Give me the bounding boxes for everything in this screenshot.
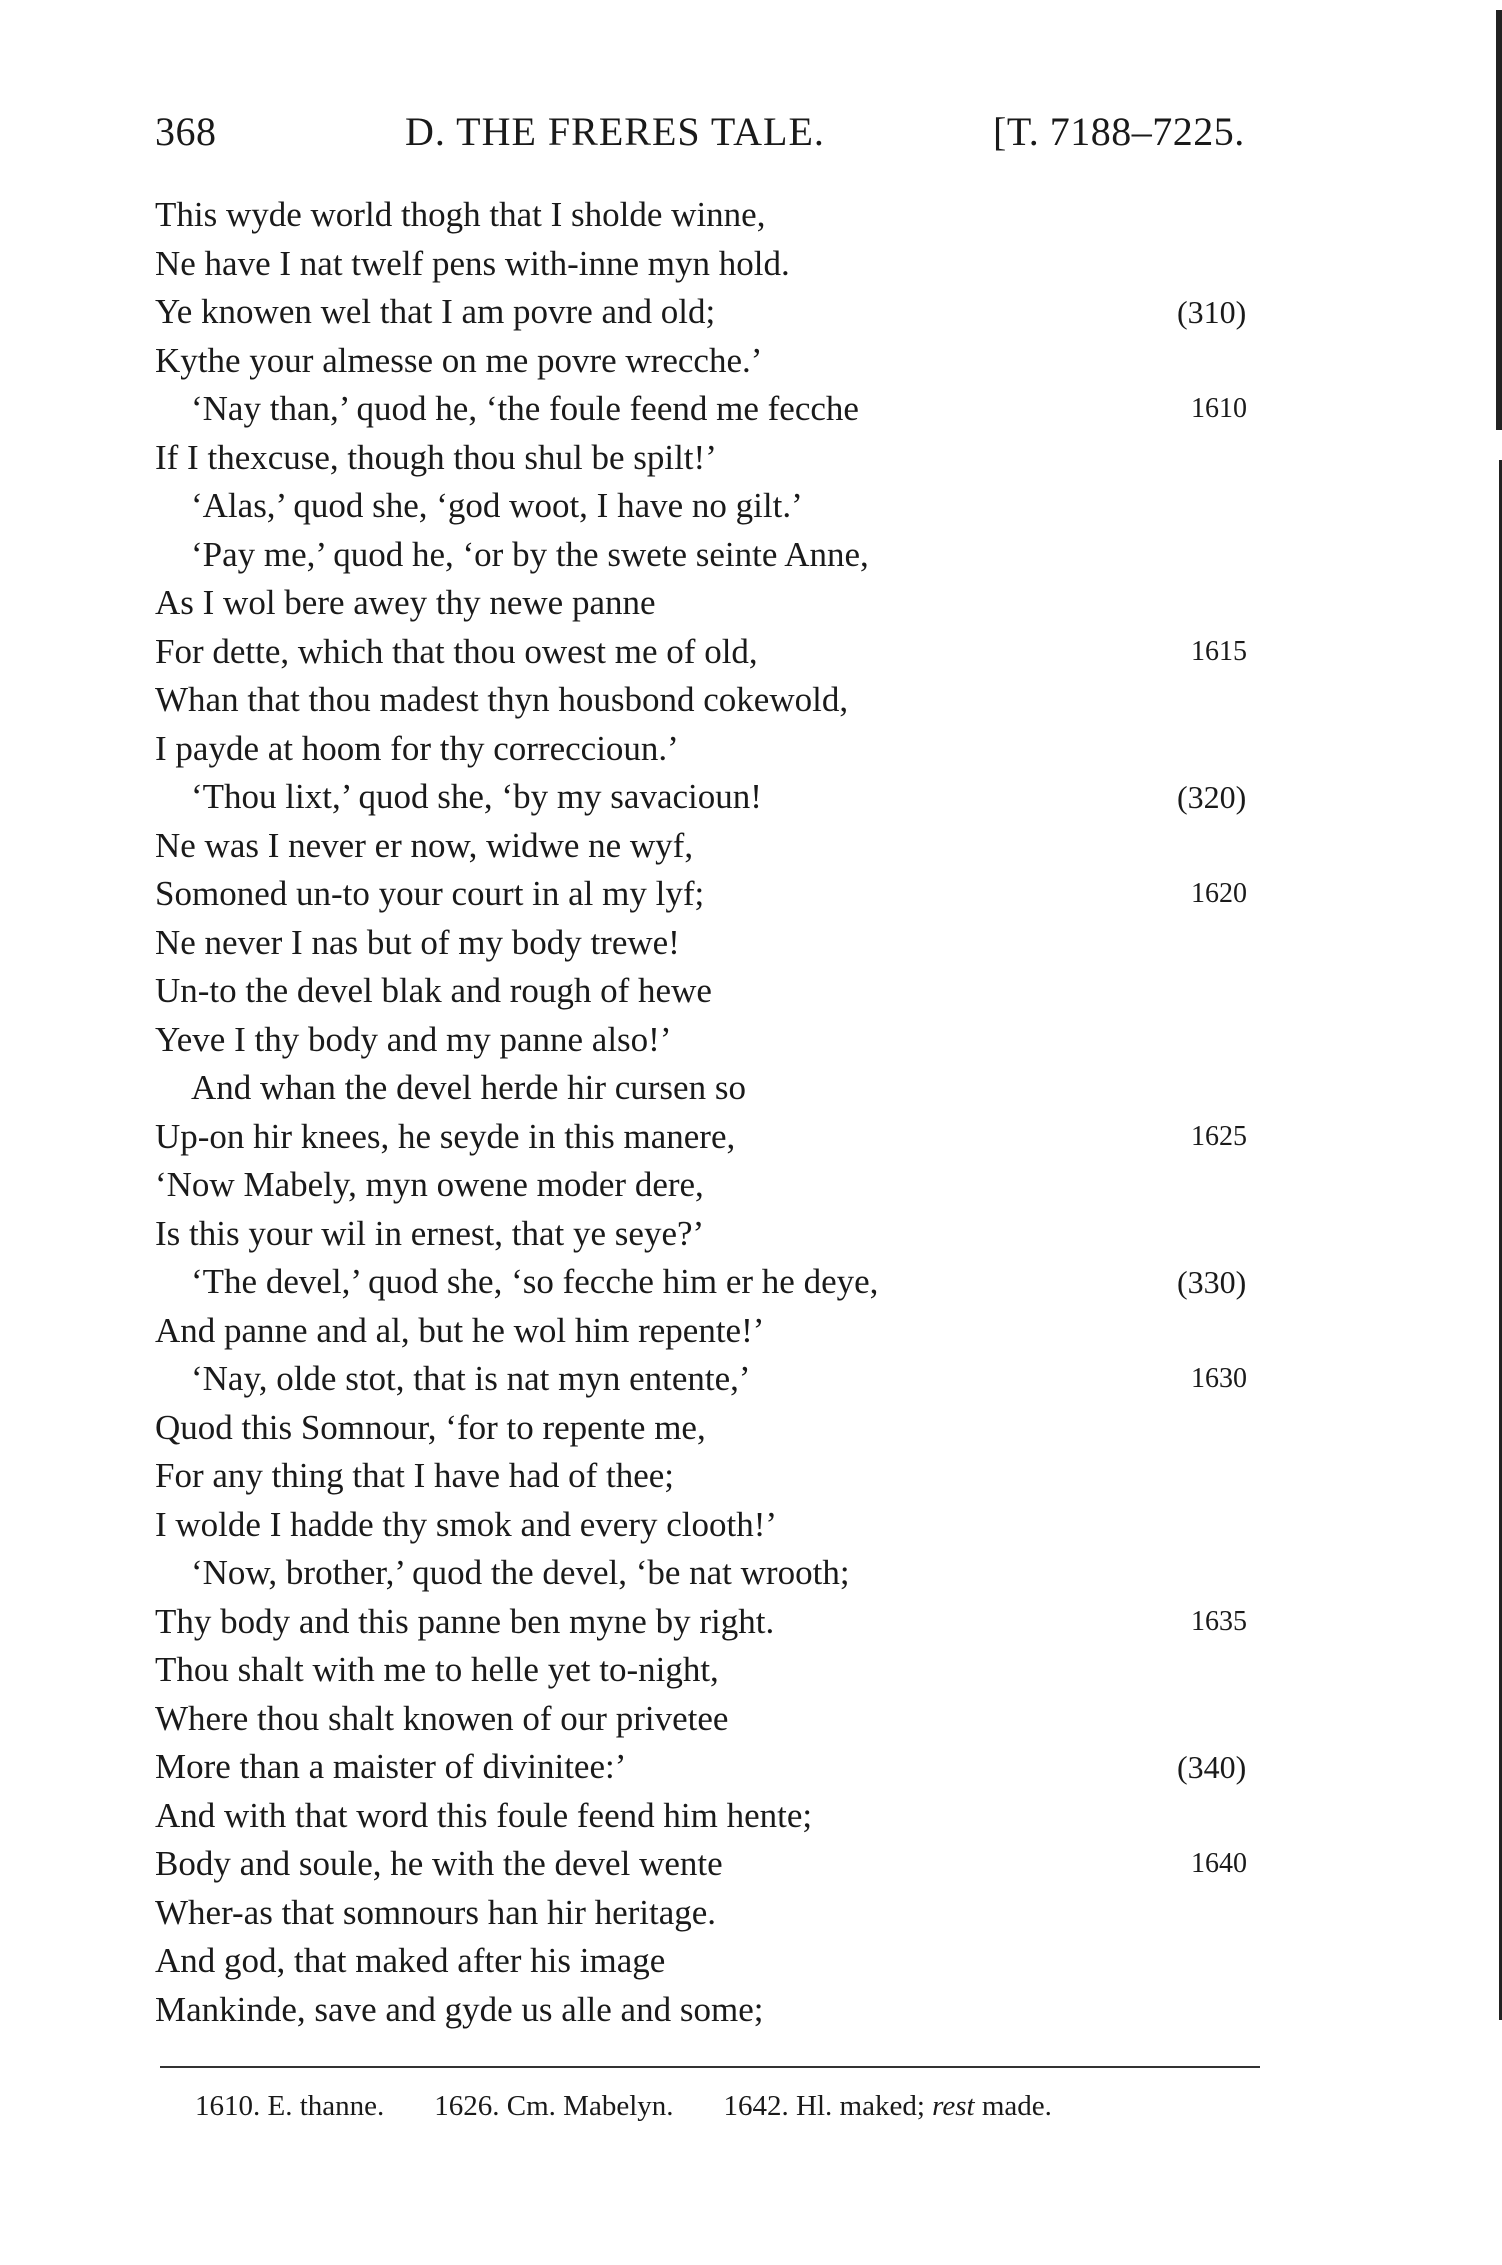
verse-line (155, 919, 1275, 968)
footnote (434, 2090, 673, 2123)
verse-line (155, 676, 1275, 725)
verse-line-text: Where thou shalt knowen of our privetee (155, 1698, 729, 1738)
verse-line-text: Thy body and this panne ben myne by right. (155, 1601, 775, 1641)
verse-line (155, 531, 1275, 580)
verse-line-text: ‘Nay, olde stot, that is nat myn entente,’ (191, 1359, 751, 1398)
verse-line (155, 1743, 1275, 1792)
verse-line-text: ‘Now, brother,’ quod the devel, ‘be nat wrooth; (191, 1553, 850, 1592)
verse-line-text: Ye knowen wel that I am povre and old; (155, 292, 716, 331)
verse-line (155, 1646, 1275, 1695)
footnotes (195, 2090, 1295, 2123)
verse-line (155, 1113, 1275, 1162)
verse-body (155, 191, 1275, 2034)
verse-line-text: Wher-as that somnours han hir heritage. (155, 1892, 717, 1932)
verse-line (155, 240, 1275, 289)
verse-line-text: ‘The devel,’ quod she, ‘so fecche him er he deye, (191, 1262, 879, 1301)
line-number: 1615 (1191, 635, 1247, 667)
tyrwhitt-line-number: (310) (1177, 294, 1247, 330)
verse-line-text: Body and soule, he with the devel wente (155, 1844, 723, 1883)
verse-line-text: If I thexcuse, though thou shul be spilt!’ (155, 437, 717, 477)
line-number: 1620 (1191, 878, 1247, 909)
verse-line (155, 288, 1275, 337)
verse-line-text: I payde at hoom for thy correccioun.’ (155, 728, 679, 768)
verse-line (155, 822, 1275, 871)
verse-line (155, 870, 1275, 919)
tyrwhitt-line-number: (330) (1177, 1264, 1247, 1300)
footnote-text: 1642. Hl. maked; (723, 2090, 933, 2122)
footnote (195, 2090, 384, 2123)
verse-line (155, 191, 1275, 240)
verse-line-text: ‘Pay me,’ quod he, ‘or by the swete seinte Anne, (191, 534, 869, 574)
verse-line-text: Ne never I nas but of my body trewe! (155, 922, 680, 962)
page-number: 368 (155, 109, 217, 154)
verse-line-text: ‘Nay than,’ quod he, ‘the foule feend me fecche (191, 389, 859, 428)
line-number: 1635 (1191, 1605, 1247, 1637)
verse-line-text: Un-to the devel blak and rough of hewe (155, 971, 712, 1010)
verse-line-text: And god, that maked after his image (155, 1941, 666, 1980)
scan-edge-mark (1496, 10, 1502, 430)
verse-line (155, 1792, 1275, 1841)
line-range: [T. 7188–7225. (993, 109, 1245, 154)
verse-line-text: This wyde world thogh that I sholde winne, (155, 195, 766, 234)
line-number: 1625 (1191, 1120, 1247, 1152)
footnote-text-after: made. (974, 2090, 1052, 2122)
verse-line-text: Ne was I never er now, widwe ne wyf, (155, 825, 694, 865)
verse-line (155, 725, 1275, 774)
verse-line-text: Ne have I nat twelf pens with-inne myn hold. (155, 243, 790, 283)
footnote-text: 1610. E. thanne. (195, 2090, 385, 2122)
running-title: D. THE FRERES TALE. (405, 109, 825, 154)
verse-line (155, 1840, 1275, 1889)
verse-line (155, 482, 1275, 531)
verse-line (155, 1064, 1275, 1113)
verse-line (155, 1161, 1275, 1210)
footnote-italic: rest (932, 2090, 975, 2122)
verse-line (155, 1016, 1275, 1065)
verse-line (155, 628, 1275, 677)
line-number: 1630 (1191, 1363, 1247, 1394)
verse-line (155, 773, 1275, 822)
verse-line-text: Mankinde, save and gyde us alle and some; (155, 1989, 764, 2029)
footnote-text: 1626. Cm. Mabelyn. (434, 2090, 674, 2122)
verse-line (155, 1258, 1275, 1307)
page-header (155, 108, 1255, 158)
verse-line (155, 1695, 1275, 1744)
verse-line-text: I wolde I hadde thy smok and every clooth!’ (155, 1504, 778, 1544)
verse-line-text: Is this your wil in ernest, that ye seye?’ (155, 1213, 705, 1253)
verse-line (155, 337, 1275, 386)
verse-line-text: And with that word this foule feend him hente; (155, 1795, 813, 1835)
verse-line (155, 1549, 1275, 1598)
footnote-rule (160, 2066, 1260, 2068)
verse-line (155, 1598, 1275, 1647)
line-number: 1640 (1191, 1848, 1247, 1879)
verse-line-text: And whan the devel herde hir cursen so (191, 1068, 746, 1107)
tyrwhitt-line-number: (320) (1177, 779, 1247, 815)
verse-line (155, 1355, 1275, 1404)
verse-line (155, 1501, 1275, 1550)
verse-line (155, 579, 1275, 628)
verse-line (155, 967, 1275, 1016)
verse-line-text: And panne and al, but he wol him repente!’ (155, 1310, 765, 1350)
verse-line-text: As I wol bere awey thy newe panne (155, 583, 656, 622)
verse-line (155, 1986, 1275, 2035)
verse-line-text: For any thing that I have had of thee; (155, 1456, 675, 1495)
verse-line-text: ‘Now Mabely, myn owene moder dere, (155, 1165, 704, 1204)
verse-line (155, 1452, 1275, 1501)
verse-line-text: Somoned un-to your court in al my lyf; (155, 874, 705, 913)
verse-line-text: Kythe your almesse on me povre wrecche.’ (155, 340, 763, 380)
verse-line (155, 1404, 1275, 1453)
line-number: 1610 (1191, 393, 1247, 424)
verse-line (155, 1889, 1275, 1938)
verse-line-text: More than a maister of divinitee:’ (155, 1747, 627, 1786)
verse-line-text: Quod this Somnour, ‘for to repente me, (155, 1407, 706, 1447)
verse-line-text: Yeve I thy body and my panne also!’ (155, 1019, 672, 1059)
verse-line (155, 434, 1275, 483)
verse-line (155, 1307, 1275, 1356)
verse-line-text: For dette, which that thou owest me of old, (155, 631, 758, 671)
verse-line-text: ‘Alas,’ quod she, ‘god woot, I have no gilt.’ (191, 486, 803, 525)
verse-line-text: Thou shalt with me to helle yet to-night, (155, 1650, 719, 1689)
verse-line (155, 1937, 1275, 1986)
footnote (724, 2090, 1052, 2123)
verse-line (155, 385, 1275, 434)
verse-line-text: ‘Thou lixt,’ quod she, ‘by my savacioun! (191, 777, 762, 816)
tyrwhitt-line-number: (340) (1177, 1749, 1247, 1785)
verse-line-text: Up-on hir knees, he seyde in this manere, (155, 1116, 736, 1156)
verse-line (155, 1210, 1275, 1259)
verse-line-text: Whan that thou madest thyn housbond cokewold, (155, 680, 849, 719)
